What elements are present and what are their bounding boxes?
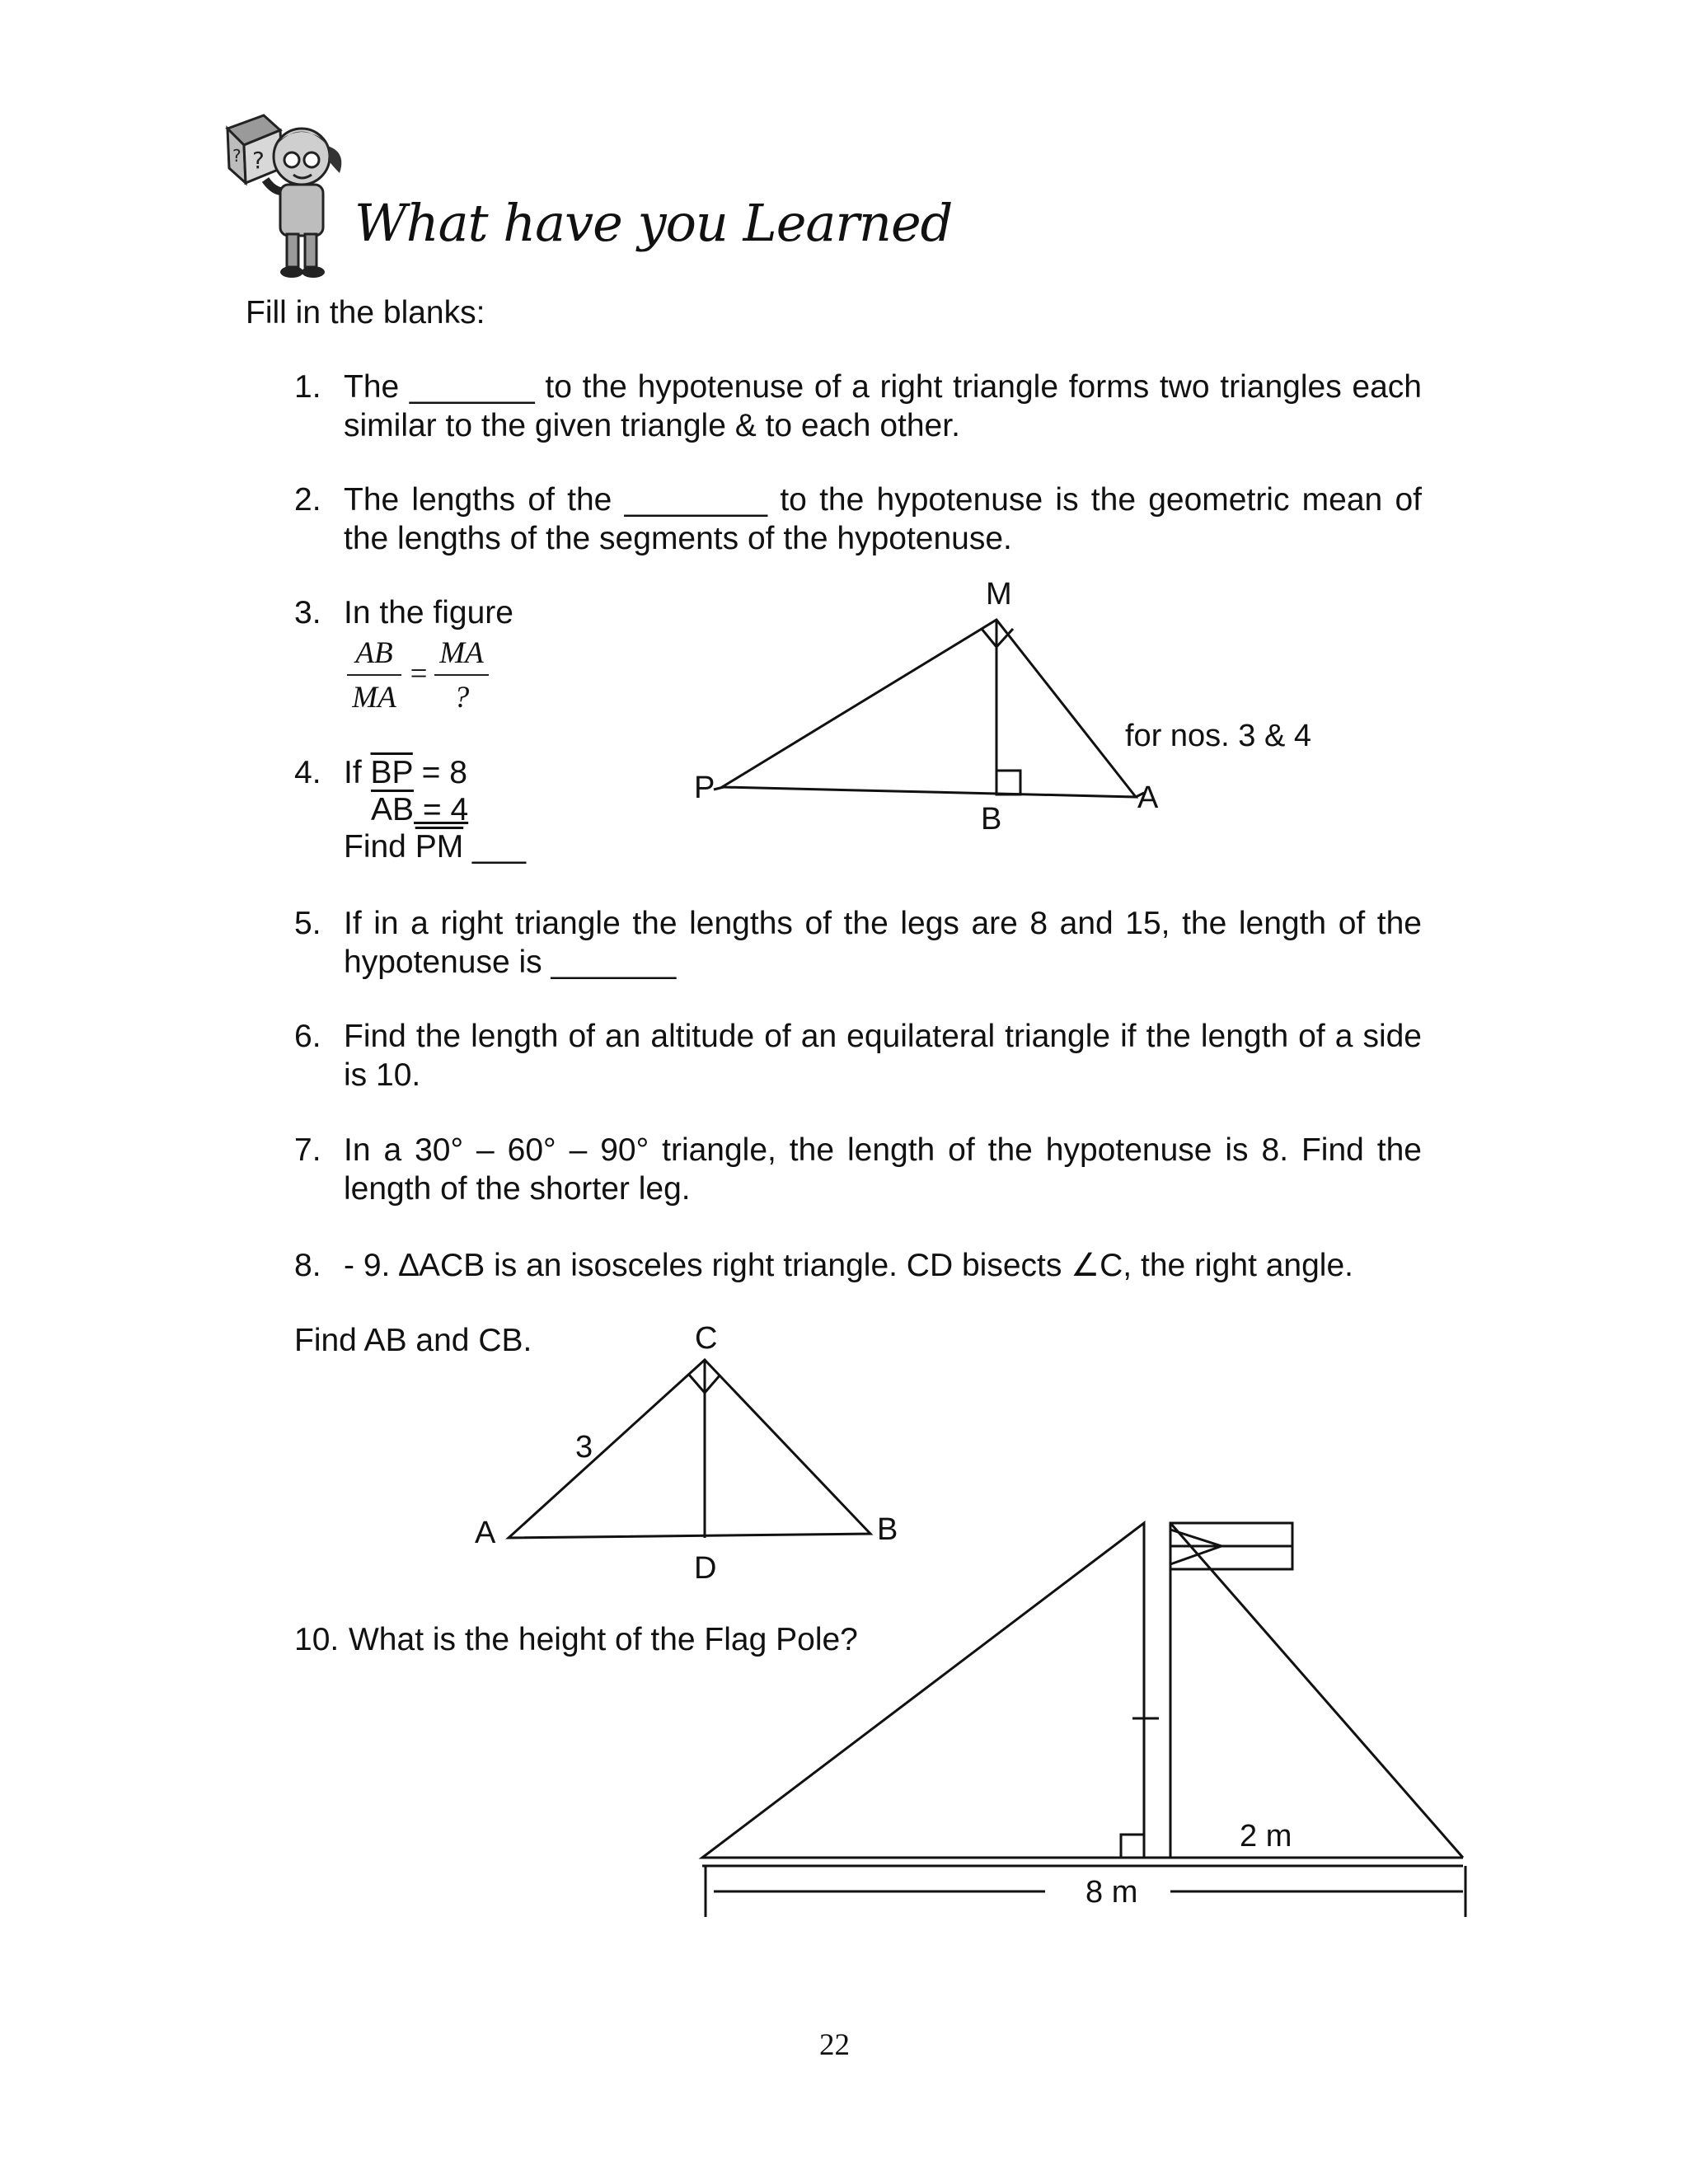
triangle-acb bbox=[509, 1360, 870, 1538]
equals-sign: = bbox=[410, 657, 428, 691]
segment-ab: $\overline{AB}$ bbox=[371, 792, 415, 827]
fraction-denominator: ? bbox=[453, 681, 470, 715]
question-text: Find the length of an altitude of an equilateral triangle if the length of a side is 10. bbox=[344, 1019, 1422, 1093]
question-text: In the figure bbox=[344, 595, 513, 630]
right-angle-mark-b bbox=[996, 771, 1020, 794]
shadow-ray bbox=[1170, 1523, 1463, 1858]
side-mark-ac bbox=[580, 1469, 595, 1483]
label-a: A bbox=[1137, 780, 1159, 815]
given-line-1: If $\overline{BP} = 8$ bbox=[344, 755, 467, 790]
label-m: M bbox=[986, 577, 1012, 612]
segment-pm: $\overline{PM}$ bbox=[415, 829, 464, 865]
question-number: 4. bbox=[294, 755, 321, 790]
given-line-2: $\overline{AB} = 4$ bbox=[371, 792, 469, 827]
label-b: B bbox=[877, 1512, 898, 1547]
page-title: What have you Learned bbox=[354, 193, 953, 253]
tick-a bbox=[1136, 793, 1144, 797]
question-number: 7. bbox=[294, 1132, 321, 1168]
question-number: 1. bbox=[294, 369, 321, 405]
question-4 bbox=[294, 753, 624, 877]
label-p: P bbox=[694, 771, 715, 805]
fraction-numerator: AB bbox=[347, 633, 401, 676]
question-text: In a 30° – 60° – 90° triangle, the length of the hypotenuse is 8. Find the length of the shorter leg. bbox=[344, 1132, 1422, 1207]
label-d: D bbox=[694, 1551, 717, 1586]
flag-triangle bbox=[1170, 1530, 1221, 1564]
figure-note: for nos. 3 & 4 bbox=[1125, 719, 1312, 753]
label-c: C bbox=[695, 1321, 718, 1356]
shadow-triangle-person bbox=[702, 1523, 1144, 1858]
figure-right-triangle-pma bbox=[714, 620, 1144, 797]
question-text: If in a right triangle the lengths of the legs are 8 and 15, the length of the hypotenuse is _______ bbox=[344, 906, 1422, 980]
question-number: 3. bbox=[294, 595, 321, 630]
page-number: 22 bbox=[819, 2028, 850, 2062]
mascot-drawing bbox=[216, 97, 352, 283]
question-number: 6. bbox=[294, 1019, 321, 1054]
given-line-3: Find $\overline{PM}$ ___ bbox=[344, 829, 527, 865]
question-text: What is the height of the Flag Pole? bbox=[349, 1622, 858, 1657]
segment-bp: $\overline{BP}$ bbox=[370, 755, 413, 790]
figure-isosceles-triangle-acb bbox=[509, 1360, 870, 1538]
right-angle-mark-c bbox=[689, 1375, 720, 1393]
question-number: 5. bbox=[294, 906, 321, 941]
fraction-right bbox=[434, 633, 489, 720]
question-number: 8. bbox=[294, 1248, 321, 1283]
fraction-numerator: MA bbox=[434, 633, 489, 676]
question-text: The _______ to the hypotenuse of a right triangle forms two triangles each similar to the given triangle & to each other. bbox=[344, 369, 1422, 443]
svg-text:?: ? bbox=[232, 146, 241, 166]
fraction-left bbox=[347, 633, 401, 720]
mascot-icon bbox=[216, 97, 352, 283]
question-8-9-prompt: Find AB and CB. bbox=[294, 1323, 532, 1358]
question-7 bbox=[294, 1131, 1423, 1213]
label-distance: 8 m bbox=[1085, 1875, 1138, 1910]
figure-flag-pole bbox=[702, 1523, 1465, 1917]
right-angle-mark-m bbox=[982, 629, 1013, 647]
triangle-pma bbox=[722, 620, 1136, 797]
question-number: 2. bbox=[294, 482, 321, 518]
label-shadow-length: 2 m bbox=[1240, 1819, 1292, 1854]
question-6 bbox=[294, 1017, 1423, 1099]
label-b: B bbox=[981, 802, 1002, 837]
question-text: - 9. ∆ACB is an isosceles right triangle. CD bisects ∠C, the right angle. bbox=[344, 1248, 1353, 1283]
question-2 bbox=[294, 480, 1423, 563]
fraction-denominator: MA bbox=[352, 681, 396, 715]
flag bbox=[1170, 1523, 1292, 1569]
svg-text:?: ? bbox=[252, 147, 265, 174]
question-1 bbox=[294, 368, 1423, 450]
label-a: A bbox=[475, 1516, 496, 1550]
question-5 bbox=[294, 904, 1423, 987]
right-angle-mark bbox=[1121, 1835, 1144, 1858]
question-10 bbox=[294, 1620, 954, 1661]
question-number: 10. bbox=[294, 1622, 340, 1657]
question-8-9 bbox=[294, 1246, 1423, 1287]
label-side-ac: 3 bbox=[575, 1430, 593, 1465]
question-text: The lengths of the ________ to the hypotenuse is the geometric mean of the lengths of the segments of the hypotenuse. bbox=[344, 482, 1422, 556]
instruction-text: Fill in the blanks: bbox=[246, 295, 485, 330]
question-3 bbox=[294, 593, 624, 725]
tick-p bbox=[714, 787, 724, 790]
